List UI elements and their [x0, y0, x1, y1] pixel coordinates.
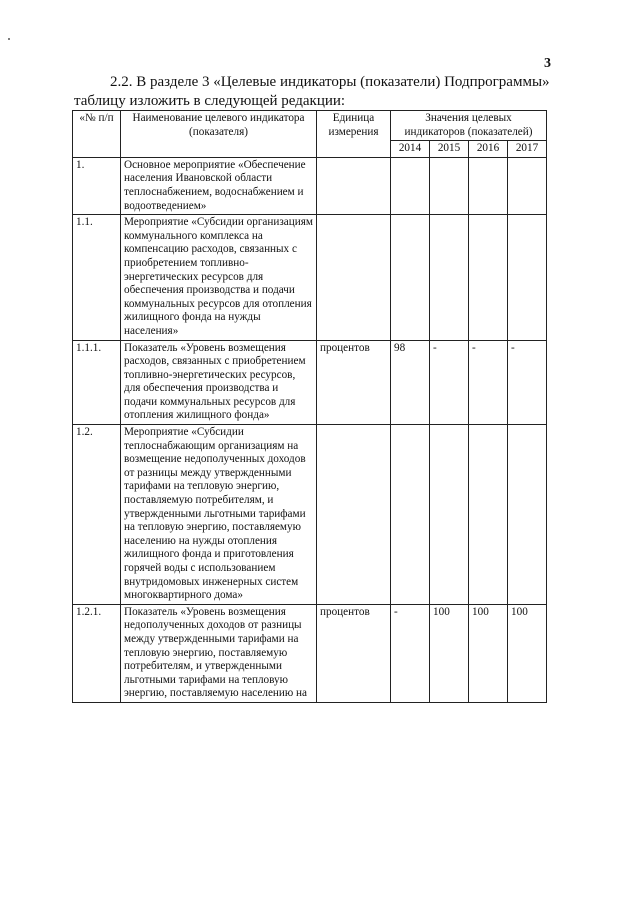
- row-value: [430, 215, 469, 340]
- row-value: [430, 157, 469, 214]
- intro-line-1: 2.2. В разделе 3 «Целевые индикаторы (показатели) Подпрограммы»: [110, 74, 550, 90]
- row-num: 1.2.: [73, 425, 121, 605]
- row-value: -: [508, 340, 547, 425]
- row-value: 98: [391, 340, 430, 425]
- table-row: [73, 157, 547, 214]
- page-number: 3: [544, 56, 551, 71]
- header-row: [73, 111, 547, 141]
- row-name: Основное мероприятие «Обеспечение населения Ивановской области теплоснабжением, водоснабжением и водоотведением»: [121, 157, 317, 214]
- header-values: Значения целевых индикаторов (показателей): [391, 111, 547, 141]
- scan-speck: [8, 38, 10, 40]
- row-name: Показатель «Уровень возмещения расходов, связанных с приобретением топливно-энергетических ресурсов, для обеспечения производства и подачи коммунальных ресурсов для отопления жилищного фонда»: [121, 340, 317, 425]
- row-value: -: [469, 340, 508, 425]
- row-value: -: [391, 604, 430, 702]
- row-value: [391, 157, 430, 214]
- row-unit: [317, 157, 391, 214]
- row-value: [508, 425, 547, 605]
- header-year: 2017: [508, 141, 547, 158]
- table-row: [73, 340, 547, 425]
- row-unit: процентов: [317, 604, 391, 702]
- header-year: 2016: [469, 141, 508, 158]
- row-value: [508, 215, 547, 340]
- intro-line-2: таблицу изложить в следующей редакции:: [74, 93, 346, 109]
- row-unit: процентов: [317, 340, 391, 425]
- row-value: 100: [430, 604, 469, 702]
- row-unit: [317, 425, 391, 605]
- row-value: 100: [469, 604, 508, 702]
- row-value: [469, 425, 508, 605]
- row-num: 1.2.1.: [73, 604, 121, 702]
- table-row: [73, 604, 547, 702]
- row-value: [391, 425, 430, 605]
- row-num: 1.1.1.: [73, 340, 121, 425]
- row-value: 100: [508, 604, 547, 702]
- table-row: [73, 215, 547, 340]
- row-value: [469, 157, 508, 214]
- row-num: 1.: [73, 157, 121, 214]
- row-name: Мероприятие «Субсидии организациям коммунального комплекса на компенсацию расходов, связанных с приобретением топливно-энергетических ресурсов для обеспечения производства и подачи коммунальных ресурсов для отопления жилищного фонда на нужды населения»: [121, 215, 317, 340]
- row-value: [469, 215, 508, 340]
- header-year: 2015: [430, 141, 469, 158]
- row-value: [430, 425, 469, 605]
- row-value: [508, 157, 547, 214]
- header-unit: Единица измерения: [317, 111, 391, 158]
- table-row: [73, 425, 547, 605]
- row-num: 1.1.: [73, 215, 121, 340]
- header-name: Наименование целевого индикатора (показателя): [121, 111, 317, 158]
- indicators-table: [72, 110, 547, 703]
- header-num: «№ п/п: [73, 111, 121, 158]
- row-unit: [317, 215, 391, 340]
- row-name: Мероприятие «Субсидии теплоснабжающим организациям на возмещение недополученных доходов от разницы между утвержденными тарифами на тепловую энергию, поставляемую потребителям, и утвержденными льготными тарифами на тепловую энергию, поставляемую населению на нужды отопления жилищного фонда и приготовления горячей воды с использованием внутридомовых инженерных систем многоквартирного дома»: [121, 425, 317, 605]
- row-value: -: [430, 340, 469, 425]
- row-value: [391, 215, 430, 340]
- header-year: 2014: [391, 141, 430, 158]
- row-name: Показатель «Уровень возмещения недополученных доходов от разницы между утвержденными тарифами на тепловую энергию, поставляемую потребителям, и утвержденными льготными тарифами на тепловую энергию, поставляемую населению на: [121, 604, 317, 702]
